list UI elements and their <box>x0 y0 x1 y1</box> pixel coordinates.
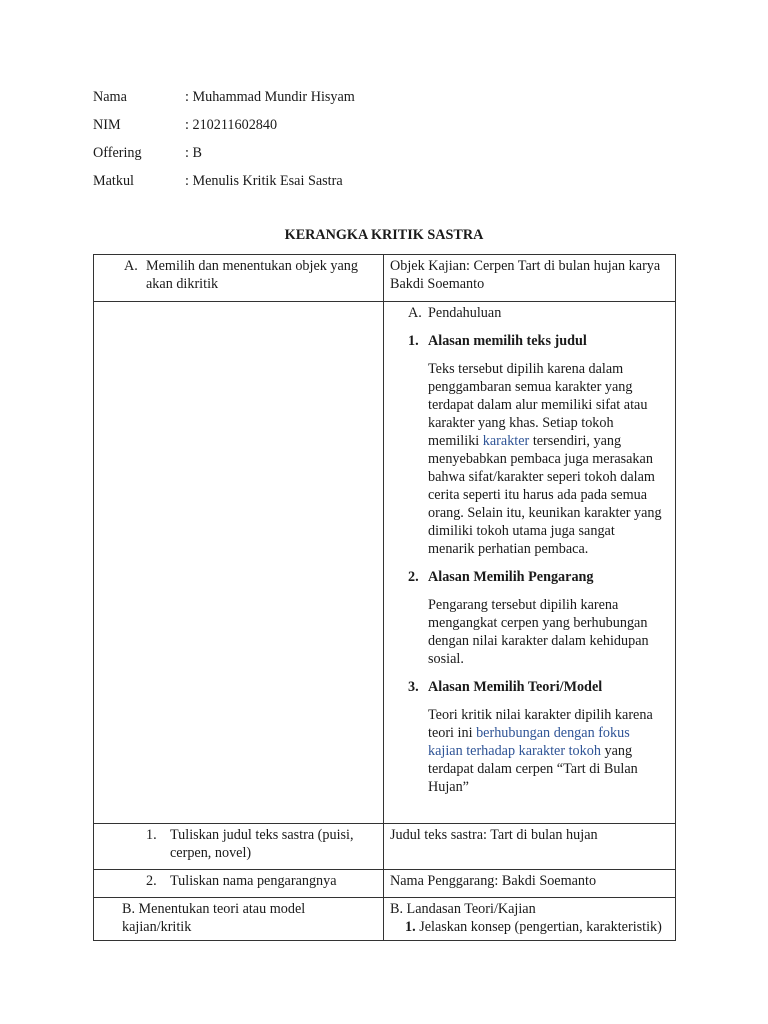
table-row <box>94 898 676 941</box>
info-row-nama <box>93 87 355 115</box>
list-marker: A. <box>124 258 138 274</box>
table-cell <box>94 824 384 870</box>
cell-text: Nama Penggarang: Bakdi Soemanto <box>390 873 597 889</box>
cell-text: Memilih dan menentukan objek yang akan dikritik <box>146 258 358 292</box>
item-heading: Alasan Memilih Pengarang <box>428 569 594 585</box>
item-paragraph <box>408 360 663 558</box>
paragraph-text: tersendiri, yang menyebabkan pembaca juga merasakan bahwa sifat/karakter seperi tokoh dalam cerita seperti itu harus ada pada semua orang. Selain itu, keunikan karakter yang dimiliki tokoh utama juga sangat menarik perhatian pembaca. <box>428 433 662 557</box>
item-number: 1. <box>408 333 419 349</box>
table-cell <box>384 824 676 870</box>
info-value: : 210211602840 <box>185 117 278 133</box>
list-marker: 2. <box>146 873 157 889</box>
info-row-nim <box>93 115 355 143</box>
paragraph-text: Teori kritik nilai karakter dipilih karena teori ini <box>428 707 653 741</box>
info-label: Offering <box>93 145 142 161</box>
item-number: 2. <box>408 569 419 585</box>
highlight-text: karakter <box>482 433 530 449</box>
info-row-offering <box>93 143 355 171</box>
student-info <box>93 87 355 199</box>
list-item <box>408 678 667 696</box>
list-item <box>390 918 675 936</box>
table-row <box>94 302 676 824</box>
paragraph-text: yang terdapat dalam cerpen “Tart di Bulan Hujan” <box>428 743 638 795</box>
item-paragraph <box>408 596 653 668</box>
cell-text: B. Menentukan teori atau model kajian/kritik <box>122 901 306 935</box>
item-paragraph <box>408 706 663 796</box>
highlight-text: berhubungan dengan fokus kajian terhadap karakter tokoh <box>428 725 630 759</box>
item-heading: Alasan memilih teks judul <box>428 333 587 349</box>
info-row-matkul <box>93 171 355 199</box>
table-row <box>94 870 676 898</box>
table-row <box>94 824 676 870</box>
list-item <box>408 568 667 586</box>
item-number: 3. <box>408 679 419 695</box>
table-cell <box>94 302 384 824</box>
info-label: Matkul <box>93 173 134 189</box>
table-cell <box>94 255 384 302</box>
cell-title: B. Landasan Teori/Kajian <box>390 901 536 917</box>
list-marker: 1. <box>146 827 157 843</box>
document-title: KERANGKA KRITIK SASTRA <box>284 227 484 243</box>
table-cell <box>94 870 384 898</box>
table-row <box>94 255 676 302</box>
table-cell <box>384 898 676 941</box>
item-heading: Alasan Memilih Teori/Model <box>428 679 603 695</box>
info-value: : Muhammad Mundir Hisyam <box>185 89 355 105</box>
table-cell <box>384 255 676 302</box>
table-cell <box>384 870 676 898</box>
item-text: Jelaskan konsep (pengertian, karakteristik) <box>419 919 662 935</box>
section-marker: A. <box>408 305 422 321</box>
cell-text: Objek Kajian: Cerpen Tart di bulan hujan karya Bakdi Soemanto <box>390 258 661 292</box>
info-value: : B <box>185 145 202 161</box>
framework-table <box>93 254 676 941</box>
info-value: : Menulis Kritik Esai Sastra <box>185 173 343 189</box>
section-label: Pendahuluan <box>428 305 502 321</box>
table-cell <box>94 898 384 941</box>
paragraph-text: Teks tersebut dipilih karena dalam penggambaran semua karakter yang terdapat dalam alur memiliki sifat atau karakter yang khas. Setiap tokoh memiliki <box>428 361 648 449</box>
list-item <box>408 332 667 350</box>
cell-text: Tuliskan nama pengarangnya <box>170 873 337 889</box>
table-cell <box>384 302 676 824</box>
info-label: Nama <box>93 89 127 105</box>
info-label: NIM <box>93 117 121 133</box>
cell-text: Tuliskan judul teks sastra (puisi, cerpen, novel) <box>170 827 354 861</box>
cell-text: Judul teks sastra: Tart di bulan hujan <box>390 827 598 843</box>
paragraph-text: Pengarang tersebut dipilih karena mengangkat cerpen yang berhubungan dengan nilai karakter dalam kehidupan sosial. <box>428 597 649 667</box>
item-number: 1. <box>405 919 416 935</box>
